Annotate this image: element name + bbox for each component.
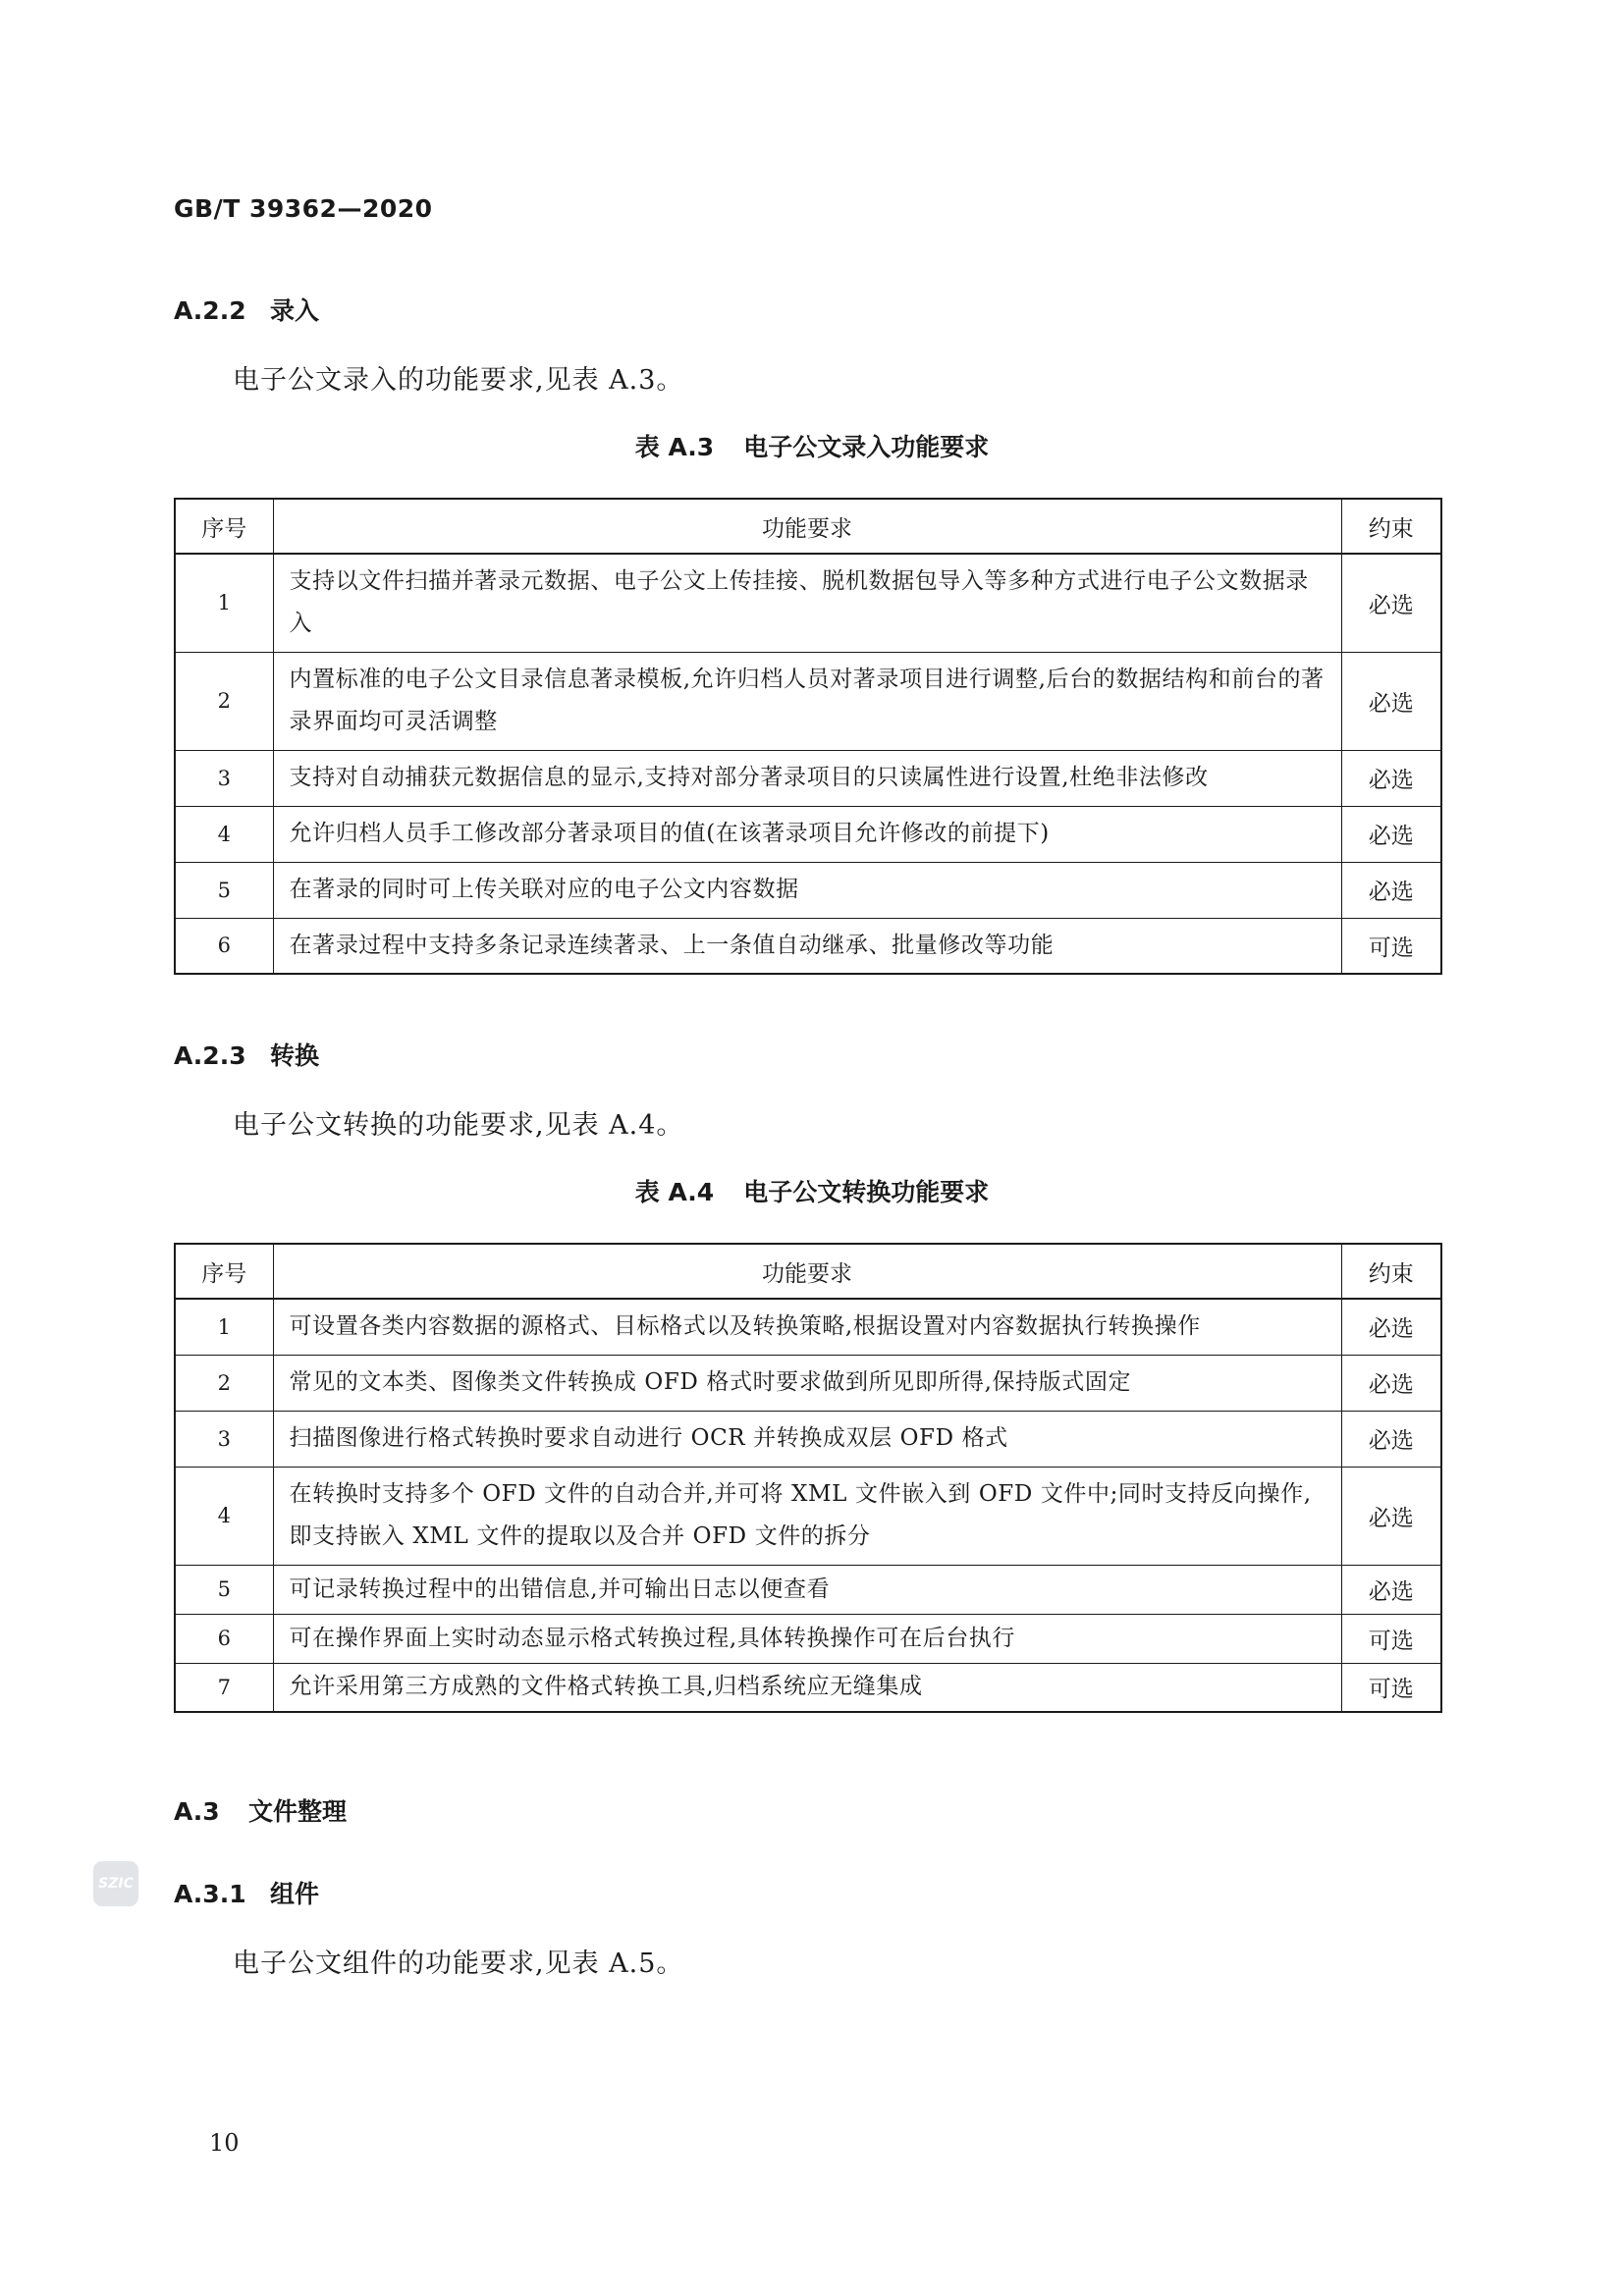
section-title: 转换: [270, 1041, 320, 1070]
section-heading-a3: [174, 1792, 347, 1828]
row-number: 3: [175, 750, 273, 806]
row-number: 4: [175, 806, 273, 862]
section-title: 文件整理: [248, 1797, 348, 1826]
row-number: 5: [175, 862, 273, 918]
row-constraint: 必选: [1341, 554, 1441, 652]
row-requirement: 常见的文本类、图像类文件转换成 OFD 格式时要求做到所见即所得,保持版式固定: [273, 1355, 1341, 1411]
caption-number: 表 A.3: [634, 433, 715, 461]
row-number: 6: [175, 1614, 273, 1663]
header-constraint: 约束: [1341, 499, 1441, 554]
row-constraint: 必选: [1341, 1467, 1441, 1565]
row-requirement: 在著录的同时可上传关联对应的电子公文内容数据: [273, 862, 1341, 918]
table-row: [175, 862, 1441, 918]
section-number: A.2.3: [174, 1041, 246, 1070]
table-a3-caption: [0, 428, 1624, 463]
row-requirement: 在著录过程中支持多条记录连续著录、上一条值自动继承、批量修改等功能: [273, 918, 1341, 974]
row-constraint: 可选: [1341, 1663, 1441, 1712]
watermark-logo: SZIC: [93, 1861, 138, 1906]
header-requirement: 功能要求: [273, 1244, 1341, 1299]
section-heading-a223: [174, 1037, 319, 1072]
row-number: 5: [175, 1565, 273, 1614]
row-requirement: 允许归档人员手工修改部分著录项目的值(在该著录项目允许修改的前提下): [273, 806, 1341, 862]
section-heading-a222: [174, 292, 319, 327]
section-number: A.3: [174, 1797, 220, 1826]
row-constraint: 必选: [1341, 1355, 1441, 1411]
row-number: 7: [175, 1663, 273, 1712]
table-row: [175, 1411, 1441, 1467]
section-heading-a31: [174, 1875, 319, 1910]
row-constraint: 必选: [1341, 1411, 1441, 1467]
header-requirement: 功能要求: [273, 499, 1341, 554]
row-requirement: 支持对自动捕获元数据信息的显示,支持对部分著录项目的只读属性进行设置,杜绝非法修改: [273, 750, 1341, 806]
section-number: A.2.2: [174, 296, 246, 325]
table-header-row: [175, 499, 1441, 554]
table-a4: [174, 1243, 1442, 1713]
row-constraint: 可选: [1341, 918, 1441, 974]
row-requirement: 扫描图像进行格式转换时要求自动进行 OCR 并转换成双层 OFD 格式: [273, 1411, 1341, 1467]
table-row: [175, 554, 1441, 652]
page-number: 10: [209, 2129, 240, 2157]
header-constraint: 约束: [1341, 1244, 1441, 1299]
row-number: 2: [175, 1355, 273, 1411]
row-constraint: 可选: [1341, 1614, 1441, 1663]
section-intro-a222: 电子公文录入的功能要求,见表 A.3。: [233, 365, 684, 396]
table-row: [175, 806, 1441, 862]
section-intro-a223: 电子公文转换的功能要求,见表 A.4。: [233, 1110, 684, 1141]
row-constraint: 必选: [1341, 750, 1441, 806]
row-requirement: 内置标准的电子公文目录信息著录模板,允许归档人员对著录项目进行调整,后台的数据结构和前台的著录界面均可灵活调整: [273, 652, 1341, 750]
table-header-row: [175, 1244, 1441, 1299]
row-constraint: 必选: [1341, 1299, 1441, 1355]
standard-code: GB/T 39362—2020: [174, 194, 433, 223]
section-number: A.3.1: [174, 1880, 246, 1908]
row-number: 3: [175, 1411, 273, 1467]
row-requirement: 允许采用第三方成熟的文件格式转换工具,归档系统应无缝集成: [273, 1663, 1341, 1712]
table-a3: [174, 498, 1442, 975]
section-title: 录入: [270, 296, 320, 325]
row-constraint: 必选: [1341, 806, 1441, 862]
caption-title: 电子公文转换功能要求: [743, 1178, 990, 1206]
row-number: 1: [175, 1299, 273, 1355]
row-constraint: 必选: [1341, 1565, 1441, 1614]
row-requirement: 可在操作界面上实时动态显示格式转换过程,具体转换操作可在后台执行: [273, 1614, 1341, 1663]
row-number: 4: [175, 1467, 273, 1565]
row-constraint: 必选: [1341, 862, 1441, 918]
caption-title: 电子公文录入功能要求: [743, 433, 990, 461]
row-number: 2: [175, 652, 273, 750]
table-row: [175, 750, 1441, 806]
table-row: [175, 918, 1441, 974]
table-row: [175, 1467, 1441, 1565]
row-requirement: 可设置各类内容数据的源格式、目标格式以及转换策略,根据设置对内容数据执行转换操作: [273, 1299, 1341, 1355]
row-number: 6: [175, 918, 273, 974]
table-row: [175, 1565, 1441, 1614]
table-a4-caption: [0, 1173, 1624, 1208]
header-seq: 序号: [175, 1244, 273, 1299]
row-requirement: 支持以文件扫描并著录元数据、电子公文上传挂接、脱机数据包导入等多种方式进行电子公文数据录入: [273, 554, 1341, 652]
table-row: [175, 1614, 1441, 1663]
caption-number: 表 A.4: [634, 1178, 715, 1206]
header-seq: 序号: [175, 499, 273, 554]
row-constraint: 必选: [1341, 652, 1441, 750]
row-requirement: 在转换时支持多个 OFD 文件的自动合并,并可将 XML 文件嵌入到 OFD 文件中;同时支持反向操作,即支持嵌入 XML 文件的提取以及合并 OFD 文件的拆分: [273, 1467, 1341, 1565]
table-row: [175, 1355, 1441, 1411]
table-row: [175, 652, 1441, 750]
section-title: 组件: [270, 1880, 320, 1908]
row-requirement: 可记录转换过程中的出错信息,并可输出日志以便查看: [273, 1565, 1341, 1614]
section-intro-a31: 电子公文组件的功能要求,见表 A.5。: [233, 1949, 684, 1979]
table-row: [175, 1663, 1441, 1712]
row-number: 1: [175, 554, 273, 652]
table-row: [175, 1299, 1441, 1355]
